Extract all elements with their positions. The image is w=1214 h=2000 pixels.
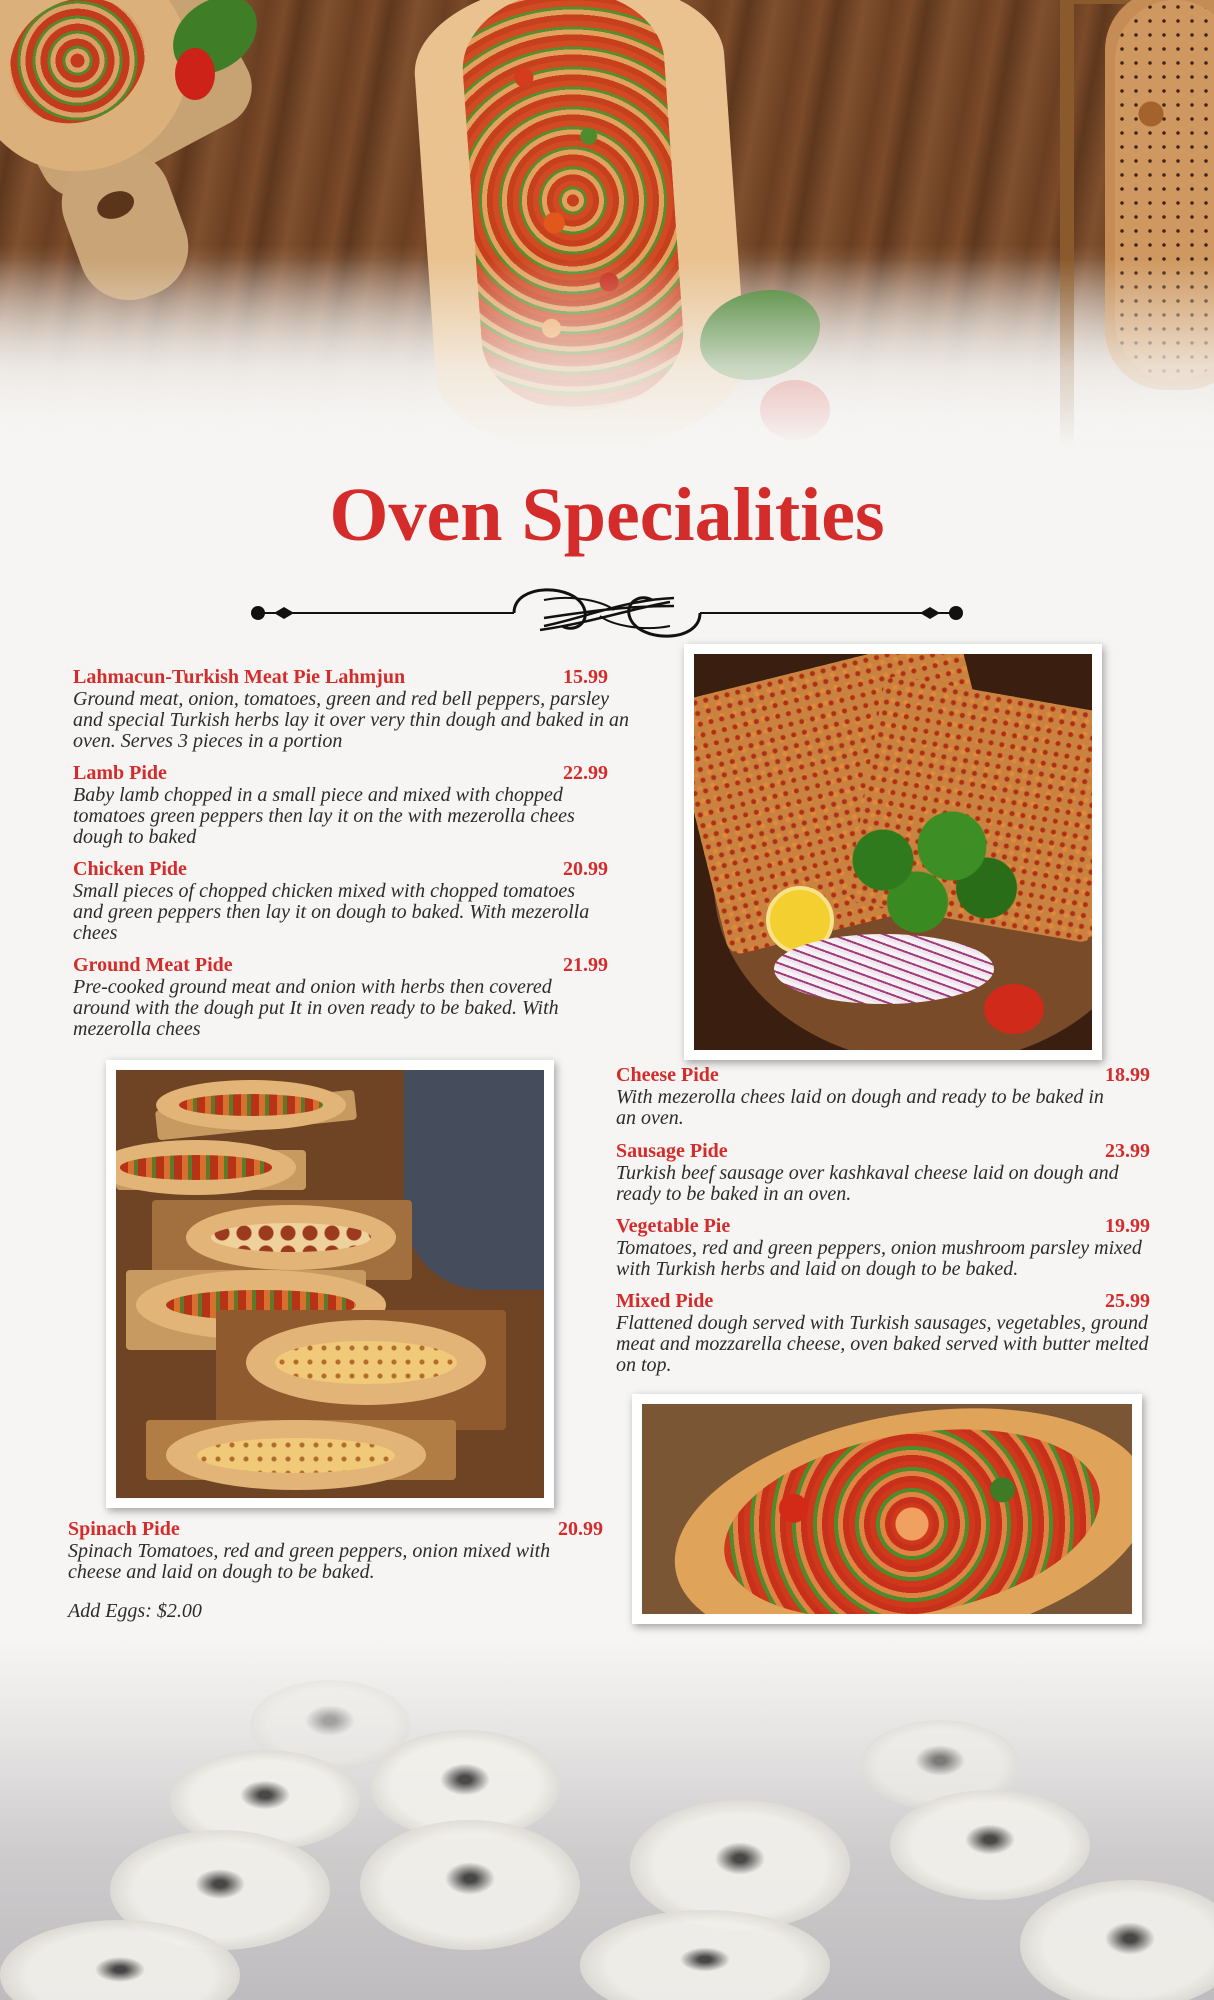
item-name: Cheese Pide: [616, 1064, 719, 1086]
item-price: 25.99: [1105, 1290, 1150, 1312]
item-name: Sausage Pide: [616, 1140, 728, 1162]
menu-item-ground-meat-pide: [73, 954, 608, 1040]
item-description: Spinach Tomatoes, red and green peppers, onion mixed with cheese and laid on dough to be baked.: [68, 1540, 551, 1583]
item-price: 23.99: [1105, 1140, 1150, 1162]
menu-item-lamb-pide: [73, 762, 608, 848]
menu-item-mixed-pide: [616, 1290, 1150, 1376]
item-name: Ground Meat Pide: [73, 954, 233, 976]
item-description: Small pieces of chopped chicken mixed with chopped tomatoes and green peppers then lay it on dough to baked. With mezerolla chees: [73, 880, 590, 944]
item-description: Tomatoes, red and green peppers, onion mushroom parsley mixed with Turkish herbs and laid on dough to be baked.: [616, 1237, 1142, 1280]
item-name: Lamb Pide: [73, 762, 167, 784]
item-name: Chicken Pide: [73, 858, 187, 880]
menu-item-cheese-pide: [616, 1064, 1150, 1129]
menu-item-spinach-pide: [68, 1518, 603, 1583]
item-name: Vegetable Pie: [616, 1215, 731, 1237]
menu-item-vegetable-pie: [616, 1215, 1150, 1280]
item-price: 19.99: [1105, 1215, 1150, 1237]
mixed-pide-photo: [632, 1394, 1142, 1624]
item-name: Spinach Pide: [68, 1518, 180, 1540]
menu-item-sausage-pide: [616, 1140, 1150, 1205]
header-food-photo: [0, 0, 1214, 470]
item-price: 20.99: [558, 1518, 603, 1540]
item-description: Ground meat, onion, tomatoes, green and red bell peppers, parsley and special Turkish herbs lay it over very thin dough and baked in an oven. Serves 3 pieces in a portion: [73, 688, 630, 752]
item-price: 20.99: [563, 858, 608, 880]
menu-item-chicken-pide: [73, 858, 608, 944]
item-price: 15.99: [563, 666, 608, 688]
lahmacun-photo: [684, 644, 1102, 1060]
item-price: 18.99: [1105, 1064, 1150, 1086]
item-description: Flattened dough served with Turkish sausages, vegetables, ground meat and mozzarella cheese, oven baked served with butter melted on top.: [616, 1312, 1149, 1376]
pide-boards-photo: [106, 1060, 554, 1508]
item-name: Lahmacun-Turkish Meat Pie Lahmjun: [73, 666, 406, 688]
item-description: With mezerolla chees laid on dough and ready to be baked in an oven.: [616, 1086, 1104, 1129]
ornamental-divider: [244, 578, 970, 648]
item-description: Baby lamb chopped in a small piece and mixed with chopped tomatoes green peppers then lay it on the with mezerolla chees dough to baked: [73, 784, 575, 848]
item-price: 22.99: [563, 762, 608, 784]
page-title: Oven Specialities: [329, 473, 885, 557]
footer-dough-photo: [0, 1640, 1214, 2000]
add-eggs-note: Add Eggs: $2.00: [68, 1600, 202, 1622]
item-description: Turkish beef sausage over kashkaval cheese laid on dough and ready to be baked in an oven.: [616, 1162, 1119, 1205]
item-price: 21.99: [563, 954, 608, 976]
item-name: Mixed Pide: [616, 1290, 714, 1312]
item-description: Pre-cooked ground meat and onion with herbs then covered around with the dough put It in oven ready to be baked. With mezerolla chees: [73, 976, 559, 1040]
menu-item-lahmacun: [73, 666, 630, 752]
